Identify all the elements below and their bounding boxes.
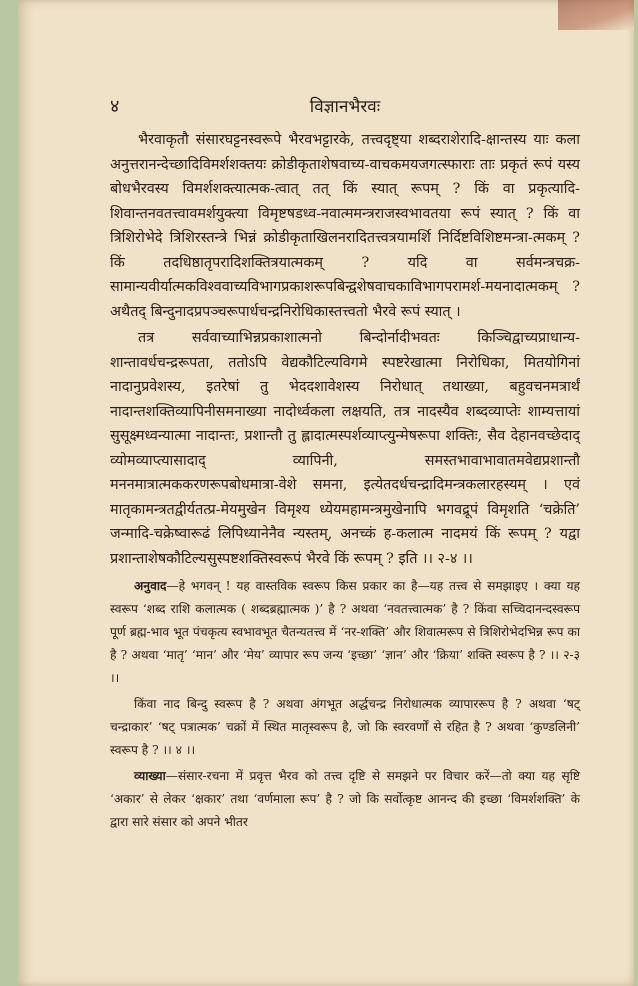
running-head: विज्ञानभैरवः (309, 97, 381, 117)
page-corner-stain (558, 0, 634, 30)
book-page (18, 0, 634, 986)
hindi-section (110, 575, 580, 834)
commentary-paragraph-1 (110, 765, 580, 834)
translation-text-1: —हे भगवन् ! यह वास्तविक स्वरूप किस प्रकार का है—यह तत्त्व से समझाइए । क्या यह स्वरूप ‘शब्द राशि कलात्मक ( शब्दब्रह्मात्मक )’ है ? अथवा ‘नवतत्त्वात्मक’ है ? किंवा सच्चिदानन्दस्वरूप पूर्ण ब्रह्म-भाव भूत पंचकृत्य स्वभावभूत चैतन्यतत्त्व में ‘नर-शक्ति’ और शिवात्मरूप से त्रिशिरोभेदभिन्न रूप का है ? अथवा ‘मातृ’ ‘मान’ और ‘मेय’ व्यापार रूप जन्य ‘इच्छा’ ‘ज्ञान’ और ‘क्रिया’ शक्ति स्वरूप है ? ।। २-३ ।। (110, 579, 580, 685)
sanskrit-commentary (110, 128, 580, 571)
page-header (110, 94, 580, 118)
sanskrit-paragraph-1: भैरवाकृतौ संसारघट्टनस्वरूपे भैरवभट्टारके, तत्त्वदृष्ट्या शब्दराशेरादि-क्षान्तस्य याः कला अनुत्तरानन्देच्छादिविमर्शशक्तयः क्रोडीकृताशेषवाच्य-वाचकमयजगत्स्फाराः ताः प्रकृतं रूपं यस्य बोधभैरवस्य विमर्शशक्त्यात्मक-त्वात् तत् किं स्यात् रूपम् ? किं वा प्रकृत्यादि-शिवान्तनवतत्त्वावमर्शयुक्त्या विमृष्टषडध्व-नवात्ममन्त्रराजस्वभावतया रूपं स्यात् ? किं वा त्रिशिरोभेदे त्रिशिरस्तन्त्रे भिन्नं क्रोडीकृताखिलनरादितत्त्वत्रयामर्शि निर्दिष्टविशिष्टमन्त्रा-त्मकम् ? किं तदधिष्ठातृपरादिशक्तित्रयात्मकम् ? यदि वा सर्वमन्त्रचक्र-सामान्यवीर्यात्मकविश्ववाच्यविभागप्रकाशरूपबिन्द्वशेषवाचकाविभागपरामर्श-मयनादात्मकम् ? अथैतद् बिन्दुनादप्रपञ्चरूपार्धचन्द्रनिरोधिकास्तत्त्वतो भैरवे रूपं स्यात् । (110, 132, 580, 320)
commentary-label: व्याख्या (134, 769, 166, 783)
translation-paragraph-1 (110, 575, 580, 690)
translation-label: अनुवाद (134, 579, 167, 593)
page-number: ४ (110, 96, 120, 117)
page-content (110, 128, 580, 834)
commentary-text-1: —संसार-रचना में प्रवृत्त भैरव को तत्त्व दृष्टि से समझने पर विचार करें—तो क्या यह सृष्टि ‘अकार’ से लेकर ‘क्षकार’ तथा ‘वर्णमाला रूप’ है ? जो कि सर्वोत्कृष्ट आनन्द की इच्छा ‘विमर्शशक्ति’ के द्वारा सारे संसार को अपने भीतर (110, 769, 580, 829)
translation-paragraph-2: किंवा नाद बिन्दु स्वरूप है ? अथवा अंगभूत अर्द्धचन्द्र निरोधात्मक व्यापाररूप है ? अथवा ‘षट् चन्द्राकार’ ‘षट् पत्रात्मक’ चक्रों में स्थित मातृस्वरूप है, जो कि स्वरवर्णों से रहित है ? अथवा ‘कुण्डलिनी’ स्वरूप है ? ।। ४ ।। (110, 697, 580, 757)
sanskrit-paragraph-2: तत्र सर्ववाच्याभिन्नप्रकाशात्मनो बिन्दोर्नादीभवतः किञ्चिद्वाच्यप्राधान्य-शान्तावर्धचन्द्ररूपता, ततोऽपि वेद्यकौटिल्यविगमे स्पष्टरेखात्मा निरोधिका, मितयोगिनां नादानुप्रवेशस्य, इतरेषां तु भेददशावेशस्य निरोधात् तथाख्या, बहुवचनमत्रार्थं नादान्तशक्तिव्यापिनीसमनाख्या नादोर्ध्वकला लक्षयति, तत्र नादस्यैव शब्दव्याप्तेः शाम्यत्तायां सुसूक्ष्मध्वन्यात्मा नादान्तः, प्रशान्तौ तु ह्लादात्मस्पर्शव्याप्त्युन्मेषरूपा शक्तिः, सैव देहानवच्छेदाद् व्योमव्याप्त्यासादाद् व्यापिनी, समस्तभावाभावातमवेद्यप्रशान्तौ मननमात्रात्मककरणरूपबोधमात्रा-वेशे समना, इत्येतदर्धचन्द्रादिमन्त्रकलारहस्यम् । एवं मातृकामन्त्रतद्वीर्यतत्प्र-मेयमुखेन विमृश्य ध्येयमहामन्त्रमुखेनापि भगवद्रूपं विमृशति ‘चक्रेति’ जन्मादि-चक्रेष्वारूढं लिपिध्यानेनैव न्यस्तम्, अनच्कं ह-कलात्म नादमयं किं रूपम् ? यद्वा प्रशान्ताशेषकौटिल्यसुस्पष्टशक्तिस्वरूपं भैरवे किं रूपम् ? इति ।। २-४ ।। (110, 330, 580, 567)
